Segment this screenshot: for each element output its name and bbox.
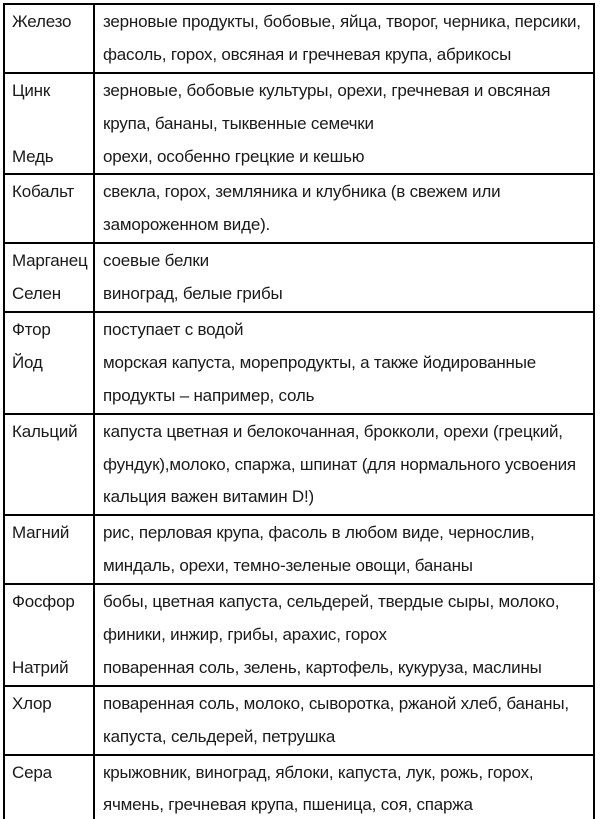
table-row bbox=[5, 754, 593, 819]
mineral-name: Хлор bbox=[12, 693, 52, 713]
mineral-name-spacer bbox=[12, 550, 91, 583]
mineral-name-spacer bbox=[12, 481, 91, 514]
food-line: фасоль, горох, овсяная и гречневая крупа, абрикосы bbox=[103, 44, 512, 64]
mineral-name: Фтор bbox=[12, 320, 51, 340]
mineral-name: Цинк bbox=[12, 80, 51, 100]
food-line: капуста цветная и белокочанная, брокколи, орехи (грецкий, bbox=[103, 421, 563, 441]
food-line: фундук),молоко, спаржа, шпинат (для нормального усвоения bbox=[103, 454, 576, 474]
mineral-name-spacer bbox=[12, 108, 91, 141]
foods-cell bbox=[95, 74, 593, 174]
mineral-name-spacer bbox=[12, 209, 91, 242]
table-row bbox=[5, 311, 593, 413]
mineral-name: Йод bbox=[12, 352, 43, 372]
mineral-cell bbox=[5, 244, 95, 311]
food-line: ячмень, гречневая крупа, пшеница, соя, спаржа bbox=[103, 795, 473, 815]
food-line: поступает с водой bbox=[103, 320, 244, 340]
mineral-name: Кальций bbox=[12, 421, 78, 441]
food-line: замороженном виде). bbox=[103, 215, 271, 235]
food-line: поваренная соль, молоко, сыворотка, ржаной хлеб, бананы, bbox=[103, 693, 569, 713]
food-line: финики, инжир, грибы, арахис, горох bbox=[103, 625, 387, 645]
foods-cell bbox=[95, 175, 593, 242]
food-line: рис, перловая крупа, фасоль в любом виде, чернослив, bbox=[103, 523, 535, 543]
mineral-name-spacer bbox=[12, 721, 91, 754]
food-line: миндаль, орехи, темно-зеленые овощи, бананы bbox=[103, 556, 473, 576]
table-row bbox=[5, 413, 593, 515]
table-row bbox=[5, 5, 593, 72]
foods-cell bbox=[95, 313, 593, 413]
food-line: орехи, особенно грецкие и кешью bbox=[103, 146, 365, 166]
table-row bbox=[5, 685, 593, 754]
food-line: морская капуста, морепродукты, а также йодированные bbox=[103, 352, 537, 372]
mineral-cell bbox=[5, 585, 95, 685]
mineral-cell bbox=[5, 175, 95, 242]
food-line: кальция важен витамин D!) bbox=[103, 487, 314, 507]
mineral-name: Железо bbox=[12, 12, 72, 31]
mineral-name: Сера bbox=[12, 762, 52, 782]
food-line: поваренная соль, зелень, картофель, кукуруза, маслины bbox=[103, 657, 542, 677]
mineral-name-spacer bbox=[12, 619, 91, 652]
food-line: соевые белки bbox=[103, 251, 209, 271]
mineral-name-spacer bbox=[12, 449, 91, 482]
table-row bbox=[5, 72, 593, 174]
mineral-name-spacer bbox=[12, 789, 91, 819]
mineral-name: Селен bbox=[12, 284, 61, 304]
mineral-cell bbox=[5, 516, 95, 583]
food-line: крупа, бананы, тыквенные семечки bbox=[103, 113, 374, 133]
foods-cell bbox=[95, 756, 593, 819]
foods-cell bbox=[95, 5, 593, 72]
food-line: зерновые, бобовые культуры, орехи, гречневая и овсяная bbox=[103, 80, 551, 100]
mineral-name: Марганец bbox=[12, 251, 88, 271]
mineral-name: Магний bbox=[12, 523, 70, 543]
mineral-name-spacer bbox=[12, 39, 91, 72]
foods-cell bbox=[95, 244, 593, 311]
food-line: бобы, цветная капуста, сельдерей, твердые сыры, молоко, bbox=[103, 592, 560, 612]
table-row bbox=[5, 514, 593, 583]
foods-cell bbox=[95, 687, 593, 754]
mineral-cell bbox=[5, 74, 95, 174]
food-line: капуста, сельдерей, петрушка bbox=[103, 726, 336, 746]
food-line: крыжовник, виноград, яблоки, капуста, лук, рожь, горох, bbox=[103, 762, 534, 782]
mineral-name: Кобальт bbox=[12, 182, 74, 202]
mineral-cell bbox=[5, 415, 95, 515]
foods-cell bbox=[95, 585, 593, 685]
mineral-name-spacer bbox=[12, 380, 91, 413]
mineral-cell bbox=[5, 756, 95, 819]
food-line: продукты – например, соль bbox=[103, 385, 315, 405]
foods-cell bbox=[95, 516, 593, 583]
mineral-cell bbox=[5, 313, 95, 413]
mineral-cell bbox=[5, 5, 95, 72]
mineral-cell bbox=[5, 687, 95, 754]
mineral-name: Натрий bbox=[12, 657, 69, 677]
food-line: зерновые продукты, бобовые, яйца, творог, черника, персики, bbox=[103, 12, 581, 31]
minerals-table bbox=[3, 3, 595, 819]
foods-cell bbox=[95, 415, 593, 515]
mineral-name: Медь bbox=[12, 146, 54, 166]
table-row bbox=[5, 242, 593, 311]
table-row bbox=[5, 583, 593, 685]
mineral-name: Фосфор bbox=[12, 592, 75, 612]
food-line: виноград, белые грибы bbox=[103, 284, 283, 304]
food-line: свекла, горох, земляника и клубника (в свежем или bbox=[103, 182, 501, 202]
table-row bbox=[5, 173, 593, 242]
